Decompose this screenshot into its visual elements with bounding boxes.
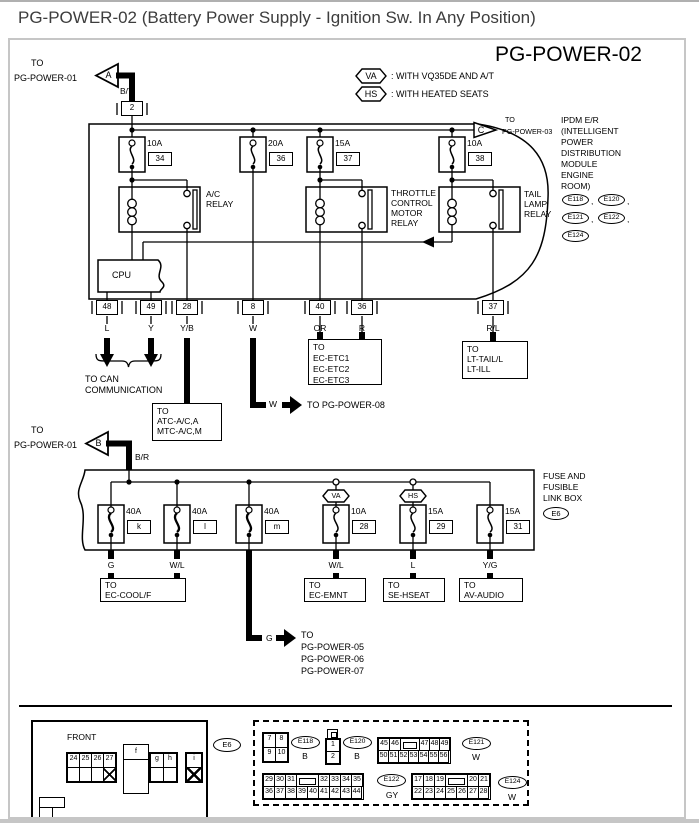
ecetc-text: TO	[313, 342, 325, 352]
wire-label: W/L	[328, 560, 344, 570]
fuse-amp: 40A	[264, 506, 280, 516]
e122-color: GY	[385, 790, 399, 800]
fusebox-label: FUSIBLE	[543, 482, 579, 492]
ecetc-text: EC-ETC2	[313, 364, 350, 374]
wire-label: W/L	[169, 560, 185, 570]
e6-cell: 26	[91, 753, 104, 768]
src-b-ref: PG-POWER-01	[14, 440, 78, 450]
wire-label: Y/G	[482, 560, 498, 570]
option-hexagon-icons	[323, 69, 426, 502]
comma: ,	[627, 196, 630, 206]
terminal-cell: 35	[351, 774, 363, 787]
terminal-cell: 25	[445, 786, 457, 799]
e6-cell-blank	[150, 767, 164, 782]
terminal-cell: 10	[275, 747, 288, 762]
va-hex-label: VA	[331, 491, 341, 500]
fuse-id: l	[193, 520, 217, 534]
fuse-amp: 40A	[126, 506, 142, 516]
e118-grid	[262, 732, 289, 763]
e6-cell: 27	[103, 753, 116, 768]
terminal-cell: 45	[378, 738, 390, 751]
sehseat-text: TO	[388, 580, 400, 590]
terminal-cell: 8	[275, 733, 288, 748]
e120-color: B	[354, 751, 360, 761]
terminal-cell: 41	[318, 786, 330, 799]
fuse-num: 36	[269, 152, 293, 166]
comma: ,	[591, 196, 594, 206]
top-edge-strip	[0, 0, 699, 2]
flow-arrow-left-icon	[422, 237, 434, 248]
fuse-id: 31	[506, 520, 530, 534]
pin-48: 48	[96, 300, 118, 315]
diagram-canvas	[8, 38, 686, 819]
wire-br-label: B/R	[135, 452, 150, 462]
e6-cell-i: i	[186, 753, 202, 768]
pin-36: 36	[351, 300, 373, 315]
e6-cell-h: h	[163, 753, 177, 768]
diagram-id: PG-POWER-02	[494, 43, 642, 66]
legend-va-text: : WITH VQ35DE AND A/T	[391, 71, 495, 81]
throttle-relay-label: CONTROL	[391, 198, 433, 208]
terminal-cell: 9	[263, 747, 276, 762]
eccool-text: EC-COOL/F	[105, 590, 152, 600]
terminal-cell: 31	[285, 774, 297, 787]
can-label: COMMUNICATION	[85, 385, 163, 395]
w-branch-ref: TO PG-POWER-08	[307, 400, 385, 410]
terminal-cell: 37	[274, 786, 286, 799]
sehseat-text: SE-HSEAT	[388, 590, 430, 600]
wire-label: R	[358, 323, 366, 333]
e6-partial-band	[40, 798, 64, 808]
atc-dest-text: TO	[157, 406, 169, 416]
terminal-cell: 55	[428, 750, 439, 763]
throttle-relay-label: RELAY	[391, 218, 419, 228]
e6-cell-blocked	[186, 767, 202, 782]
branch-c-to: TO	[505, 115, 515, 124]
terminal-cell: 21	[478, 774, 490, 787]
conn-ref-oval: E121	[562, 212, 589, 224]
terminal-cell: 43	[340, 786, 352, 799]
e6-cell-blocked	[103, 767, 116, 782]
terminal-cell: 30	[274, 774, 286, 787]
pin-2: 2	[121, 101, 143, 116]
fuse-id: 29	[429, 520, 453, 534]
avaudio-text: AV-AUDIO	[464, 590, 504, 600]
e124-oval: E124	[498, 776, 527, 789]
e118-color: B	[302, 751, 308, 761]
e124-color: W	[507, 792, 517, 802]
fusebox-conn-oval: E6	[543, 507, 569, 520]
tail-relay-label: LAMP	[524, 199, 548, 209]
ipdm-label: IPDM E/R	[561, 115, 599, 125]
avaudio-text: TO	[464, 580, 476, 590]
terminal-cell: 39	[296, 786, 308, 799]
e118-oval: E118	[291, 736, 320, 749]
terminal-cell: 53	[408, 750, 419, 763]
g-branch-ref: PG-POWER-06	[301, 654, 365, 664]
wire-label: L	[410, 560, 416, 570]
e6-cell: 25	[79, 753, 92, 768]
e6-cell: 24	[67, 753, 80, 768]
e6-grid-24-27	[66, 752, 117, 783]
legend-hs-symbol: HS	[364, 89, 378, 99]
fuse-amp: 40A	[192, 506, 208, 516]
terminal-cell: 56	[438, 750, 449, 763]
terminal-cell: 49	[439, 738, 450, 751]
ipdm-label: MODULE	[561, 159, 598, 169]
front-label: FRONT	[67, 732, 97, 742]
w-branch-wire: W	[269, 399, 278, 409]
fuse-amp: 15A	[428, 506, 444, 516]
terminal-cell: 26	[456, 786, 468, 799]
pin-49: 49	[140, 300, 162, 315]
e6-fuse-i	[185, 752, 203, 783]
g-branch-wire: G	[266, 633, 273, 643]
terminal-cell: 33	[329, 774, 341, 787]
fuse-num: 37	[336, 152, 360, 166]
e6-cell-f: f	[124, 745, 148, 760]
fuse-id: m	[265, 520, 289, 534]
atc-dest-text: ATC-A/C,A	[157, 416, 199, 426]
g-branch-to: TO	[301, 630, 314, 640]
fusebox-label: FUSE AND	[543, 471, 586, 481]
page-title: PG-POWER-02 (Battery Power Supply - Ignition Sw. In Any Position)	[18, 8, 536, 27]
ipdm-label: POWER	[561, 137, 594, 147]
terminal-cell: 23	[423, 786, 435, 799]
ecetc-text: EC-ETC3	[313, 375, 350, 385]
fuse-amp: 10A	[351, 506, 367, 516]
g-branch-ref: PG-POWER-05	[301, 642, 365, 652]
terminal-cell: 36	[263, 786, 275, 799]
terminal-cell: 32	[318, 774, 330, 787]
pin-28: 28	[176, 300, 198, 315]
src-b-letter: B	[95, 438, 102, 448]
ac-relay-label: RELAY	[206, 199, 234, 209]
terminal-cell: 29	[263, 774, 275, 787]
wire-label: G	[107, 560, 115, 570]
fuse-amp: 20A	[268, 138, 284, 148]
ecemnt-text: TO	[309, 580, 321, 590]
ipdm-label: ROOM)	[561, 181, 591, 191]
connector-key-slot	[400, 738, 420, 751]
ipdm-label: ENGINE	[561, 170, 594, 180]
lt-text: LT-ILL	[467, 364, 491, 374]
conn-ref-oval: E122	[598, 212, 625, 224]
terminal-cell: 7	[263, 733, 276, 748]
comma: ,	[591, 214, 594, 224]
connector-key-slot	[296, 774, 319, 787]
can-label: TO CAN	[85, 374, 119, 384]
wire-label: L	[104, 323, 110, 333]
g-branch-ref: PG-POWER-07	[301, 666, 365, 676]
connector-key-slot	[445, 774, 468, 787]
terminal-cell: 48	[429, 738, 440, 751]
e6-cell-blank	[52, 808, 65, 819]
src-a-letter: A	[105, 70, 112, 80]
src-b-to: TO	[31, 425, 44, 435]
terminal-cell: 54	[418, 750, 429, 763]
e122-oval: E122	[377, 774, 406, 787]
e6-partial-shape	[39, 797, 65, 819]
comma: ,	[627, 214, 630, 224]
branch-c-letter: C	[477, 125, 485, 135]
wire-label: R/L	[486, 323, 500, 333]
terminal-cell: 42	[329, 786, 341, 799]
terminal-cell: 18	[423, 774, 435, 787]
fuse-num: 34	[148, 152, 172, 166]
cpu-label: CPU	[112, 270, 132, 280]
branch-c-ref: PG-POWER-03	[502, 127, 553, 136]
bottom-edge-strip	[0, 819, 699, 823]
e122-grid	[262, 773, 364, 800]
terminal-cell: 50	[378, 750, 389, 763]
terminal-cell: 24	[434, 786, 446, 799]
terminal-cell: 22	[412, 786, 424, 799]
terminal-cell: 46	[389, 738, 401, 751]
atc-dest-text: MTC-A/C,M	[157, 426, 202, 436]
wire-by-label: B/Y	[120, 86, 134, 96]
legend-va-symbol: VA	[365, 71, 377, 81]
terminal-cell: 40	[307, 786, 319, 799]
ecetc-text: EC-ETC1	[313, 353, 350, 363]
ipdm-label: DISTRIBUTION	[561, 148, 621, 158]
terminal-cell: 28	[478, 786, 489, 799]
tail-relay-label: TAIL	[524, 189, 542, 199]
conn-ref-oval: E118	[562, 194, 589, 206]
conn-ref-oval: E120	[598, 194, 625, 206]
terminal-cell: 1	[326, 739, 340, 752]
legend-hs-text: : WITH HEATED SEATS	[391, 89, 489, 99]
src-a-ref: PG-POWER-01	[14, 73, 78, 83]
e121-color: W	[471, 752, 481, 762]
terminal-cell: 38	[285, 786, 297, 799]
fuse-amp: 15A	[505, 506, 521, 516]
e6-cell-g: g	[150, 753, 164, 768]
ecemnt-text: EC-EMNT	[309, 590, 348, 600]
eccool-text: TO	[105, 580, 117, 590]
e120-oval: E120	[343, 736, 372, 749]
throttle-relay-label: MOTOR	[391, 208, 423, 218]
terminal-cell: 47	[419, 738, 430, 751]
fuse-id: 28	[352, 520, 376, 534]
fuse-amp: 10A	[147, 138, 163, 148]
fuse-amp: 15A	[335, 138, 351, 148]
hs-hex-label: HS	[408, 491, 418, 500]
pin-37: 37	[482, 300, 504, 315]
terminal-cell: 27	[467, 786, 479, 799]
terminal-cell: 17	[412, 774, 424, 787]
throttle-relay-label: THROTTLE	[391, 188, 436, 198]
terminal-cell: 2	[326, 751, 340, 764]
wire-label: G	[245, 560, 253, 570]
wire-label: W	[248, 323, 258, 333]
e6-oval: E6	[213, 738, 241, 752]
e6-cell-blank	[163, 767, 177, 782]
src-a-to: TO	[31, 58, 44, 68]
pin-8: 8	[242, 300, 264, 315]
fuse-id: k	[127, 520, 151, 534]
lt-text: LT-TAIL/L	[467, 354, 504, 364]
terminal-cell: 52	[398, 750, 409, 763]
lt-text: TO	[467, 344, 479, 354]
terminal-cell: 20	[467, 774, 479, 787]
terminal-cell: 34	[340, 774, 352, 787]
terminal-cell: 51	[388, 750, 399, 763]
terminal-cell: 19	[434, 774, 446, 787]
ipdm-label: (INTELLIGENT	[561, 126, 619, 136]
e121-grid	[377, 737, 451, 764]
conn-ref-oval: E124	[562, 230, 589, 242]
e124-grid	[411, 773, 491, 800]
e120-tab-slot	[331, 732, 337, 738]
wire-label: Y	[148, 323, 154, 333]
terminal-cell: 44	[351, 786, 362, 799]
e120-grid	[325, 738, 341, 765]
e121-oval: E121	[462, 737, 491, 750]
fuse-num: 38	[468, 152, 492, 166]
e6-grid-gh	[149, 752, 178, 783]
wire-label: OR	[313, 323, 327, 333]
fuse-amp: 10A	[467, 138, 483, 148]
tail-relay-label: RELAY	[524, 209, 552, 219]
fusebox-label: LINK BOX	[543, 493, 583, 503]
pin-40: 40	[309, 300, 331, 315]
e6-fuse-f	[123, 744, 149, 794]
wire-label: Y/B	[180, 323, 194, 333]
ac-relay-label: A/C	[206, 189, 221, 199]
